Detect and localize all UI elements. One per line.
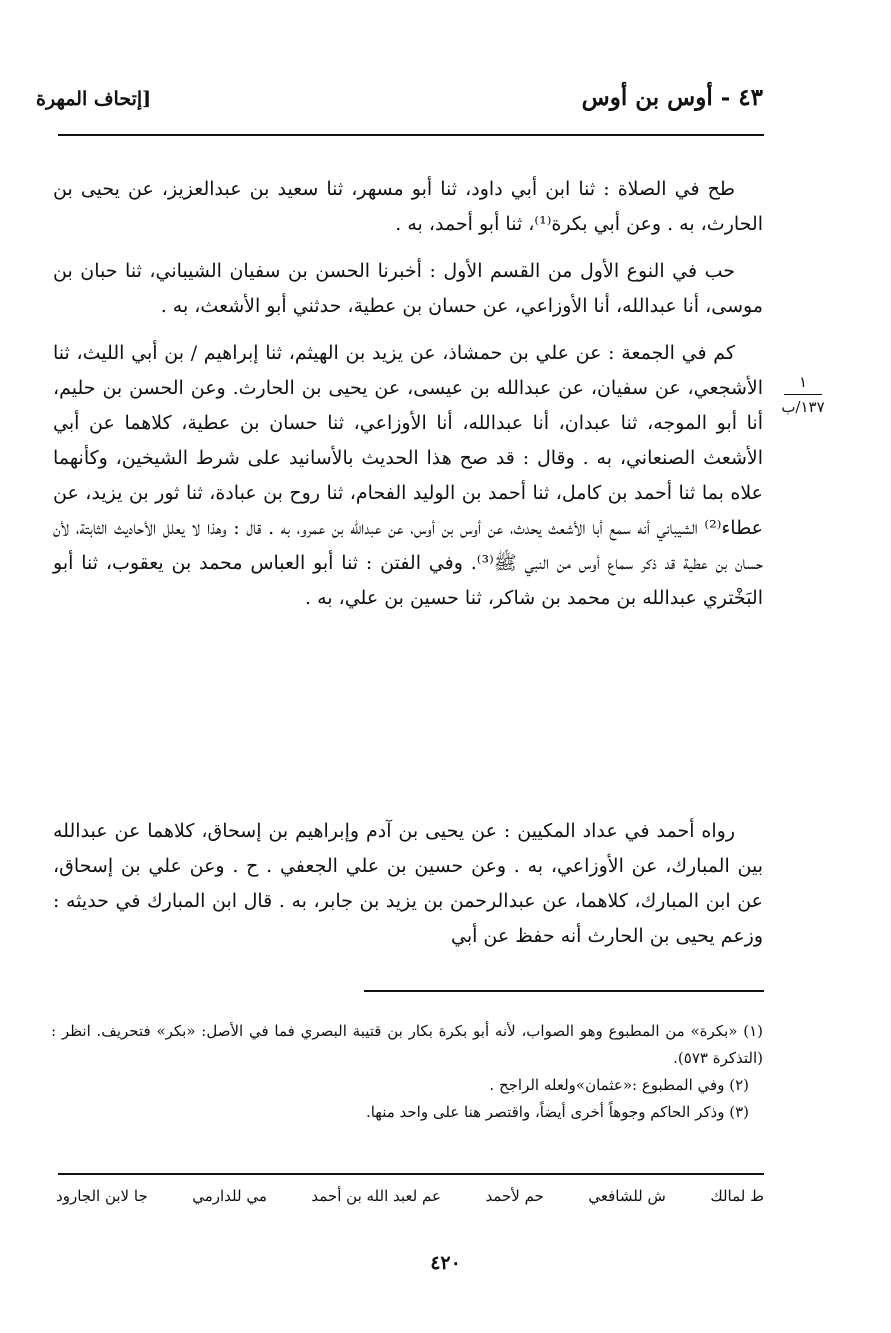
paragraph-ahmad: رواه أحمد في عداد المكيين : عن يحيى بن آدم وإبراهيم بن إسحاق، كلاهما عن عبدالله بين المبارك، عن الأوزاعي، به . وعن حسين بن علي الجعفي . ح . وعن علي بن إسحاق، عن ابن المبارك، كلاهما، عن عبدالرحمن بن يزيد بن جابر، به . قال ابن المبارك في حديثه : وزعم يحيى بن الحارث أنه حفظ عن أبي xyxy=(53,820,763,947)
folio-marker-line xyxy=(784,394,822,395)
footnote-3: (٣) وذكر الحاكم وجوهاً أخرى أيضاً، واقتصر هنا على واحد منها. xyxy=(365,1103,749,1121)
footnotes xyxy=(51,1018,763,1126)
paragraph-ibn-hibban: حب في النوع الأول من القسم الأول : أخبرنا الحسن بن سفيان الشيباني، ثنا حبان بن موسى، أنا عبدالله، أنا الأوزاعي، عن حسان بن عطية، حدثني أبو الأشعث، به . xyxy=(53,260,763,317)
footer-rule xyxy=(58,1173,764,1175)
main-text-top xyxy=(53,172,763,616)
footnote-1: (١) «بكرة» من المطبوع وهو الصواب، لأنه أبو بكرة بكار بن قتيبة البصري فما في الأصل: «بكر» فتحريف. انظر : (التذكرة ٥٧٣). xyxy=(51,1022,763,1067)
abbreviation-item: عم لعبد الله بن أحمد xyxy=(311,1187,441,1205)
abbreviation-item: ط لمالك xyxy=(710,1187,764,1205)
main-text-bottom xyxy=(53,814,763,954)
book-title: [إتحاف المهرة xyxy=(36,88,152,110)
page-number: ٤٢٠ xyxy=(430,1252,461,1274)
folio-marker-top: ١ xyxy=(798,373,808,391)
abbreviation-item: حم لأحمد xyxy=(485,1187,544,1205)
footnote-separator xyxy=(364,990,764,992)
paragraph-hakim: كم في الجمعة : عن علي بن حمشاذ، عن يزيد بن الهيثم، ثنا إبراهيم / بن أبي الليث، ثنا الأشجعي، عن سفيان، عن عبدالله بن عيسى، عن يحيى بن الحارث. وعن الحسن بن حليم، أنا أبو الموجه، ثنا عبدان، أنا عبدالله، أنا الأوزاعي، ثنا حسان بن عطية، كلاهما عن أبي الأشعث الصنعاني، به . وقال : قد صح هذا الحديث بالأسانيد على شرط الشيخين، وكأنهما علاه بما ثنا أحمد بن كامل، ثنا أحمد بن الوليد الفحام، ثنا روح بن عبادة، ثنا ثور بن يزيد، عن عطاء⁽²⁾ الشيباني أنه سمع أبا الأشعث يحدث، عن أوس بن أوس، عن عبدالله بن عمرو، به . قال : وهذا لا يعلل الأحاديث الثابتة، لأن حسان بن عطية قد ذكر سماع أوس من النبي ﷺ⁽³⁾. وفي الفتن : ثنا أبو العباس محمد بن يعقوب، ثنا أبو البَخْتري عبدالله بن محمد بن شاكر، ثنا حسين بن علي، به . xyxy=(53,342,763,609)
footnote-2: (٢) وفي المطبوع :«عثمان»ولعله الراجح . xyxy=(489,1076,749,1094)
page-header-title: ٤٣ - أوس بن أوس xyxy=(581,84,763,111)
abbreviation-item: مي للدارمي xyxy=(192,1187,267,1205)
abbreviation-item: ش للشافعي xyxy=(588,1187,666,1205)
abbreviations-legend xyxy=(56,1187,764,1205)
paragraph-tahawi: طح في الصلاة : ثنا ابن أبي داود، ثنا أبو مسهر، ثنا سعيد بن عبدالعزيز، عن يحيى بن الحارث، به . وعن أبي بكرة⁽¹⁾، ثنا أبو أحمد، به . xyxy=(53,178,763,235)
manuscript-folio-marker xyxy=(778,372,828,417)
abbreviation-item: جا لابن الجارود xyxy=(56,1187,148,1205)
header-rule xyxy=(58,134,764,136)
folio-marker-bottom: ١٣٧/ب xyxy=(781,398,825,416)
